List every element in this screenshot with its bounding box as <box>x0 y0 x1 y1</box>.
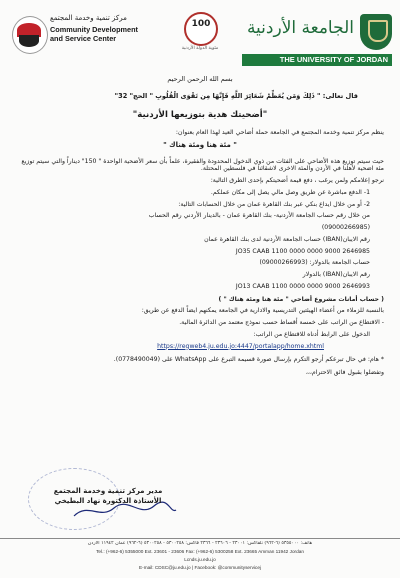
paragraph-1: حيث سيتم توزيع هذه الأضاحي على الفئات من ذوي الدخول المحدودة والفقيرة، علماً بأن سعر الأضحية الواحدة " 150" ديناراً والتي سيتم توزيع مئة اضحية لأهلنا في الأردن والمئة الاخرى لاشقائنا في فلسطين المحتلة. <box>21 157 384 173</box>
cdsc-name-en-2: and Service Center <box>50 34 117 43</box>
account-jod-number: (09000266985) <box>321 224 370 232</box>
centennial-caption: مئوية الدولة الأردنية <box>181 46 219 51</box>
footer-email-facebook[interactable]: E-mail: CDSC@ju.edu.jo | Facebook: @communityservicej <box>139 565 261 570</box>
iban-jod-label: رقم الايبان(IBAN) حساب الجامعة الأردنية لدى بنك القاهرة عمان <box>204 235 370 243</box>
cdsc-name-ar: مركز تنمية وخدمة المجتمع <box>50 14 127 22</box>
payment-option-1: 1- الدفع مباشرة عن طريق وصل مالي يصل إلى مكان عملكم. <box>210 188 370 196</box>
whatsapp-note: * هام: في حال تبرعكم أرجو التكرم بإرسال صورة قسيمة التبرع على WhatsApp على (0778490049). <box>113 356 384 364</box>
trust-account: ( حساب أمانات مشروع أضاحي " مئة هنا ومئة هناك " ) <box>218 295 384 303</box>
payment-request: نرجو إعلامكم ولمن يرغب ، دفع قيمة أضحيتكم بإحدى الطرق التالية: <box>210 177 384 185</box>
letter-footer <box>0 538 400 578</box>
cdsc-name-en-1: Community Development <box>50 25 138 34</box>
intro-text: ينظم مركز تنمية وخدمة المجتمع في الجامعة حملة أضاحي العيد لهذا العام بعنوان: <box>175 129 384 137</box>
staff-note: بالنسبة للزملاء من أعضاء الهيئتين التدريسية والادارية في الجامعة يمكنهم ايضاً الدفع عن طريق: <box>141 307 384 315</box>
cdsc-logo <box>12 14 138 56</box>
centennial-logo <box>180 12 220 52</box>
payment-option-2: 2- أو من خلال ايداع بنكي عبر بنك القاهرة عمان من خلال الحسابات التالية: <box>178 200 370 208</box>
university-logo <box>242 10 392 68</box>
university-name-en: THE UNIVERSITY OF JORDAN <box>242 54 392 66</box>
basmala: بسم الله الرحمن الرحيم <box>167 75 233 83</box>
letter-header <box>0 0 400 70</box>
iban-usd: JO13 CAAB 1100 0000 0000 9000 2646993 <box>235 282 370 290</box>
footer-website[interactable]: Lcnds.ju.edu.jo <box>184 557 216 562</box>
signatory-name: الأستاذة الدكتورة نهاد البطيخي <box>54 497 162 506</box>
signatory-title: مدير مركز تنمية وخدمة المجتمع <box>53 487 163 495</box>
link-label: الدخول على الرابط أدناه للاقتطاع من الراتب: <box>253 330 370 338</box>
centennial-ring-icon <box>184 12 218 46</box>
centennial-number: 100 <box>191 19 211 29</box>
campaign-name: " مئة هنا ومئة هناك " <box>163 140 237 149</box>
account-usd-label: حساب الجامعة بالدولار: (09000266993) <box>259 259 370 267</box>
iban-usd-label: رقم الايبان(IBAN) بالدولار <box>302 271 370 279</box>
footer-contact-ar: هاتف: ٥٣٥٥٠٠٠ (٦-٩٦٢) تلفاكس: ٢٣٠٠١ - ٢٣٦٠٦ - ٢٣٦٦ فاكس: ٥٣٠٠٢٥٨ - ٥٣٠٠٢٥٨ (٦-٩٦٢) عمان ١١٩٤٢ الأردن <box>87 541 313 546</box>
signature-block <box>18 486 198 506</box>
university-shield-icon <box>360 14 392 50</box>
footer-contact-en: Tel.: (+962-6) 5355000 Ext. 23601 - 23606 Fax: (+962-6) 5300258 Ext. 23665 Amman 11942 Jordan <box>96 549 304 554</box>
payroll-deduction-link[interactable]: https://regweb4.ju.edu.jo:4447/portalapp/home.xhtml <box>157 342 324 350</box>
staff-option: - الاقتطاع من الراتب على خمسة أقساط حسب نموذج معتمد من الدائرة المالية. <box>179 319 384 327</box>
quran-verse: قال تعالى: " ذَلِكَ وَمَن يُعَظِّمْ شَعَائِرَ اللَّهِ فَإِنَّهَا مِن تَقْوَى الْقُلُوبِ " الحج" 32" <box>114 92 358 101</box>
payment-option-2-detail: من خلال رقم حساب الجامعة الأردنية- بنك القاهرة عمان - بالدينار الأردني رقم الحساب <box>148 212 370 220</box>
iban-jod: JO35 CAAB 1100 0000 0000 9000 2646985 <box>235 247 370 255</box>
closing-text: وتفضلوا بقبول فائق الاحترام،،، <box>305 369 384 377</box>
letter-title: "أضحيتك هدية بتوزيعها الأردنية" <box>132 110 268 121</box>
letter-body <box>16 72 384 381</box>
cdsc-emblem-icon <box>12 16 48 54</box>
university-name-ar: الجامعة الأردنية <box>246 18 354 38</box>
